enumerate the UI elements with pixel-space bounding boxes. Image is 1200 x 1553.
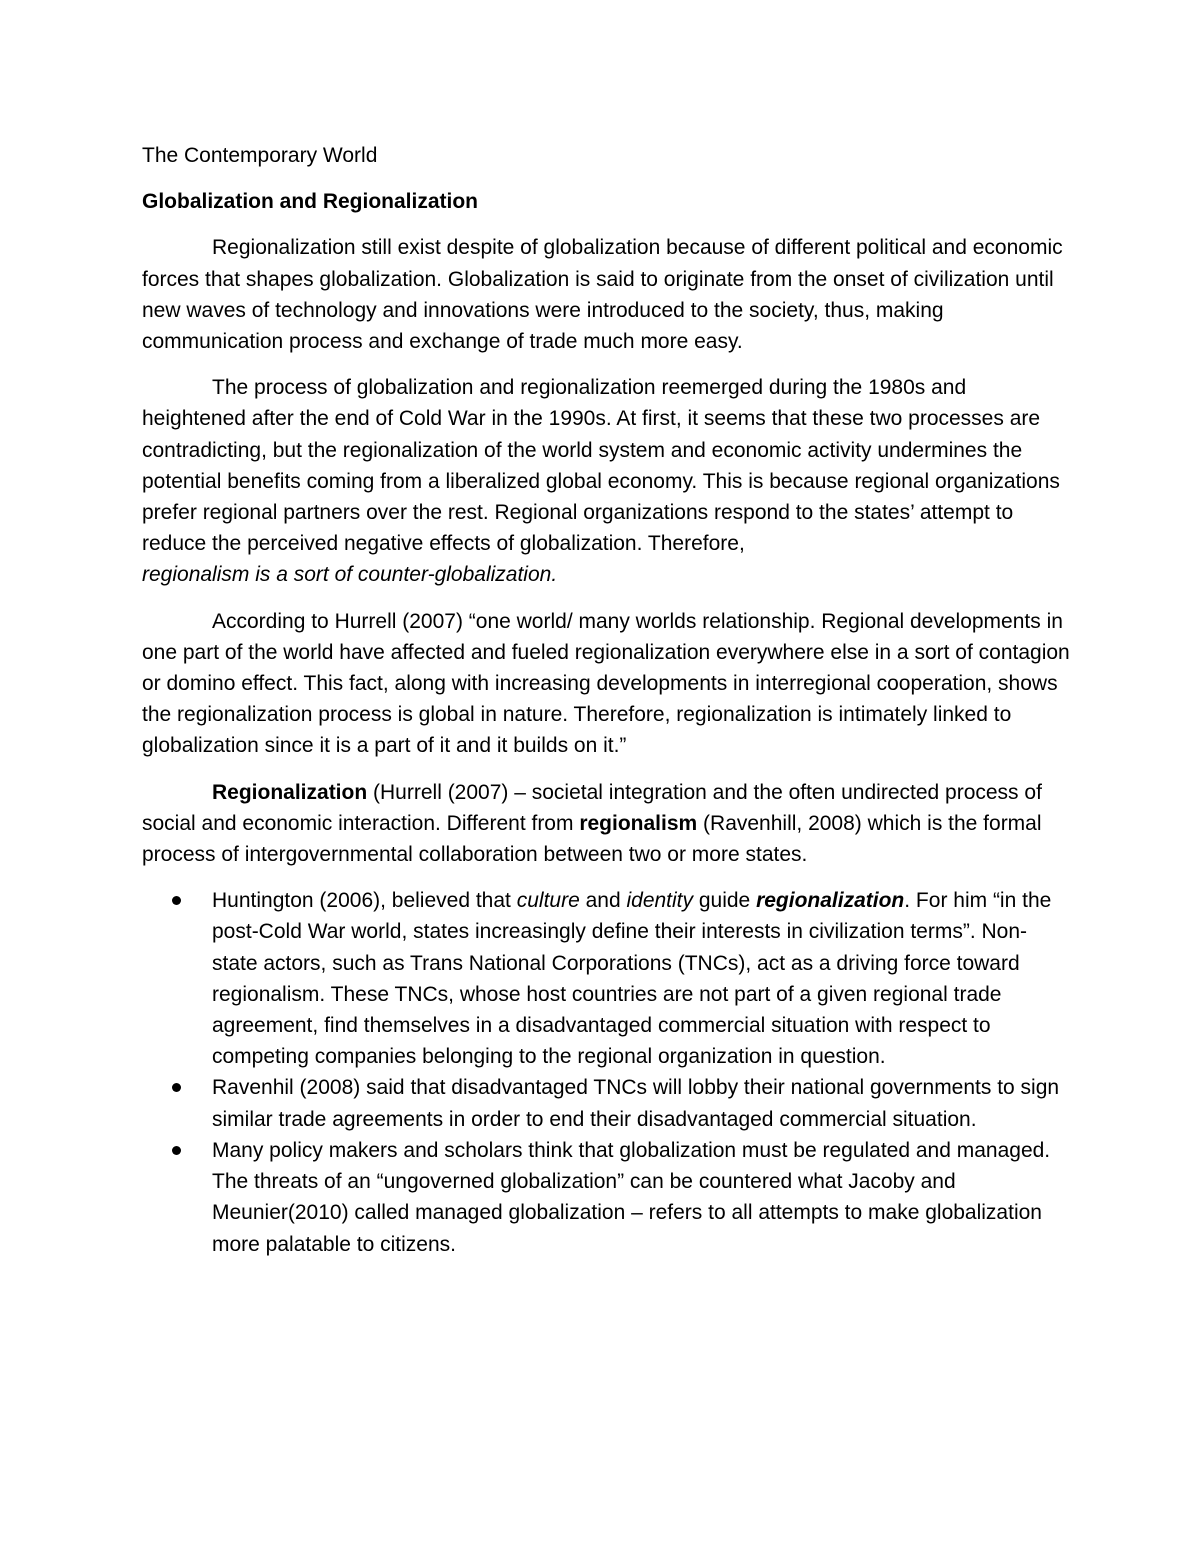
- list-item: [142, 885, 1072, 1072]
- bullet-1-text-4: . For him “in the post-Cold War world, states increasingly define their interests in civilization terms”. Non-state actors, such as Trans National Corporations (TNCs), act as a driving force toward regionalism. These TNCs, whose host countries are not part of a given regional trade agreement, find themselves in a disadvantaged commercial situation with respect to competing companies belonging to the regional organization in question.: [212, 889, 1052, 1069]
- term-regionalism: regionalism: [579, 811, 698, 835]
- bullet-1-culture: culture: [516, 889, 580, 913]
- bullet-icon: [172, 1146, 181, 1155]
- bullet-list: [142, 885, 1072, 1259]
- bullet-icon: [172, 1083, 181, 1092]
- list-item: [142, 1072, 1072, 1134]
- term-regionalization: Regionalization: [212, 780, 368, 804]
- paragraph-2-text: The process of globalization and regionalization reemerged during the 1980s and heightened after the end of Cold War in the 1990s. At first, it seems that these two processes are contradicting, but the regionalization of the world system and economic activity undermines the potential benefits coming from a liberalized global economy. This is because regional organizations prefer regional partners over the rest. Regional organizations respond to the states’ attempt to reduce the perceived negative effects of globalization. Therefore,: [142, 376, 1060, 556]
- paragraph-4: [142, 777, 1072, 871]
- paragraph-4-text-1: (Hurrell (2007) – societal integration and the often undirected process of social and economic interaction. Different from: [142, 780, 1042, 835]
- bullet-3-text: Many policy makers and scholars think that globalization must be regulated and managed. The threats of an “ungoverned globalization” can be countered what Jacoby and Meunier(2010) called managed globalization – refers to all attempts to make globalization more palatable to citizens.: [212, 1138, 1051, 1256]
- paragraph-2-italic: regionalism is a sort of counter-globalization.: [142, 563, 558, 587]
- bullet-1-regionalization: regionalization: [756, 889, 905, 913]
- bullet-2-text: Ravenhil (2008) said that disadvantaged TNCs will lobby their national governments to sign similar trade agreements in order to end their disadvantaged commercial situation.: [212, 1076, 1060, 1131]
- document-page: [142, 140, 1072, 1260]
- paragraph-4-text-2: (Ravenhill, 2008) which is the formal process of intergovernmental collaboration between two or more states.: [142, 811, 1042, 867]
- bullet-1-text-3: guide: [693, 889, 757, 913]
- paragraph-3: According to Hurrell (2007) “one world/ many worlds relationship. Regional developments in one part of the world have affected and fueled regionalization everywhere else in a sort of contagion or domino effect. This fact, along with increasing developments in interregional cooperation, shows the regionalization process is global in nature. Therefore, regionalization is intimately linked to globalization since it is a part of it and it builds on it.”: [142, 609, 1070, 758]
- paragraph-2: [142, 372, 1072, 590]
- list-item: [142, 1135, 1072, 1260]
- bullet-icon: [172, 896, 181, 905]
- section-heading: Globalization and Regionalization: [142, 190, 479, 214]
- bullet-1-text-2: and: [579, 889, 627, 913]
- paragraph-1: Regionalization still exist despite of globalization because of different political and economic forces that shapes globalization. Globalization is said to originate from the onset of civilization until new waves of technology and innovations were introduced to the society, thus, making communication process and exchange of trade much more easy.: [142, 236, 1063, 354]
- bullet-1-text-1: Huntington (2006), believed that: [212, 889, 517, 913]
- bullet-1-identity: identity: [626, 889, 694, 913]
- document-title: The Contemporary World: [142, 144, 378, 167]
